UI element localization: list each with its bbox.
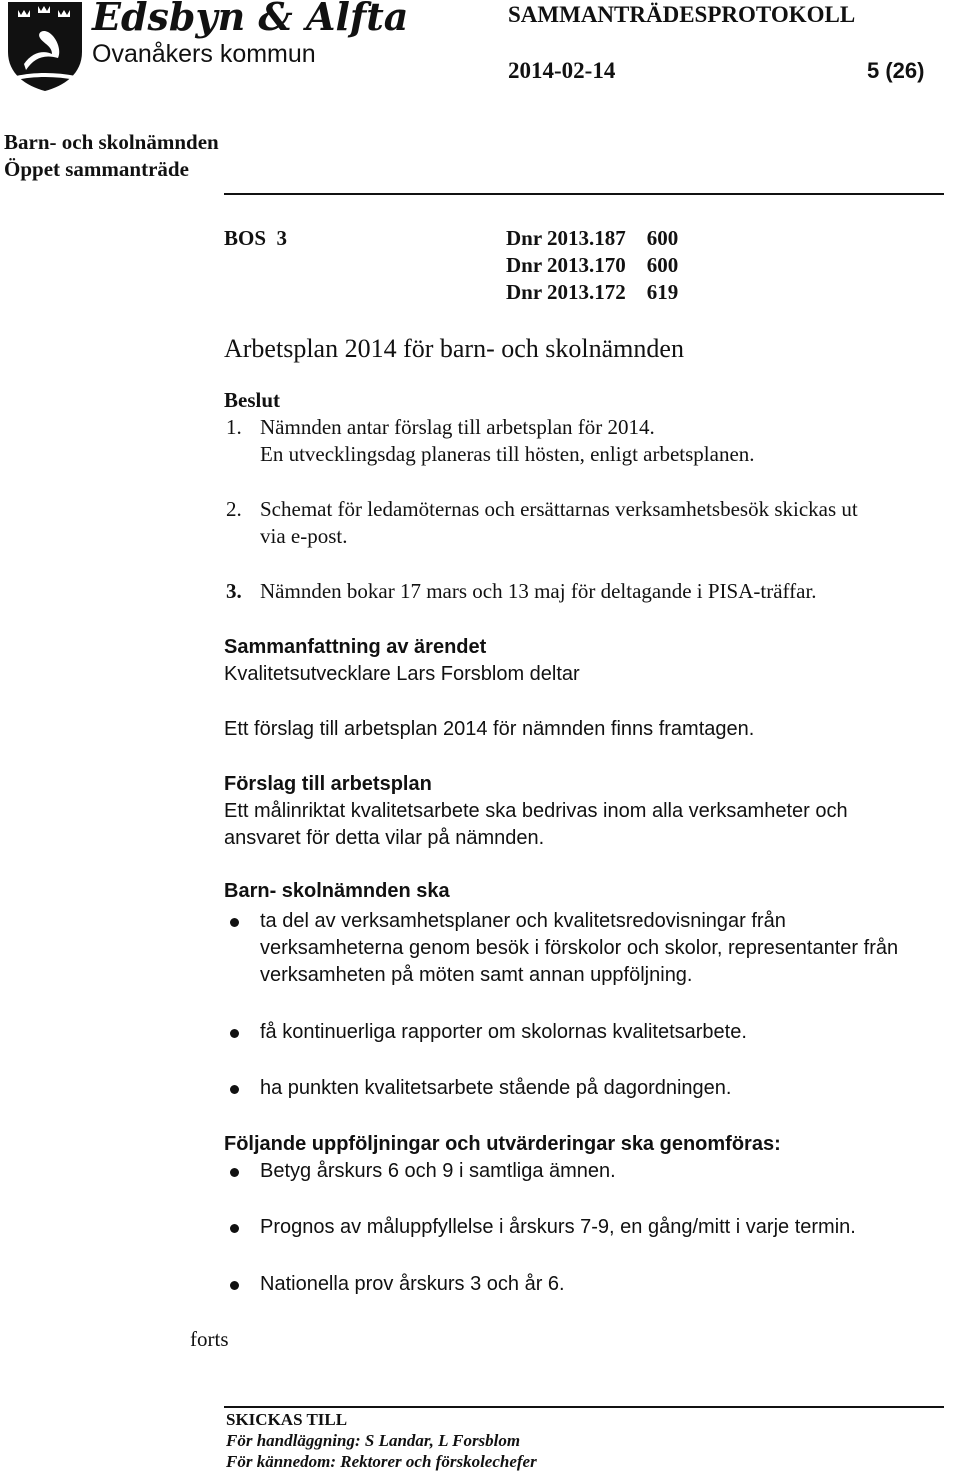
board-task-1-line-3: verksamheten på möten samt annan uppföljning.	[260, 964, 693, 986]
dnr-1: Dnr 2013.187 600	[506, 226, 679, 250]
decision-text-1a: Nämnden antar förslag till arbetsplan för 2014.	[260, 415, 655, 439]
header-divider	[224, 193, 944, 195]
continued-marker: forts	[190, 1327, 229, 1351]
case-id: BOS 3	[224, 226, 288, 250]
decision-text-2a: Schemat för ledamöternas och ersättarnas verksamhetsbesök skickas ut	[260, 497, 858, 521]
logo-name: Edsbyn & Alfta	[92, 0, 409, 39]
bullet-icon	[230, 1029, 239, 1038]
proposal-heading: Förslag till arbetsplan	[224, 773, 432, 795]
dnr-3: Dnr 2013.172 619	[506, 280, 679, 304]
board-tasks-heading: Barn- skolnämnden ska	[224, 880, 450, 902]
bullet-icon	[230, 1224, 239, 1233]
followup-3: Nationella prov årskurs 3 och år 6.	[260, 1273, 565, 1295]
municipality-logo	[4, 0, 88, 92]
swan-crest-icon	[4, 0, 88, 92]
for-information: För kännedom: Rektorer och förskolechefer	[226, 1452, 537, 1471]
send-to-heading: SKICKAS TILL	[226, 1410, 348, 1429]
board-task-2: få kontinuerliga rapporter om skolornas kvalitetsarbete.	[260, 1021, 747, 1043]
summary-heading: Sammanfattning av ärendet	[224, 636, 487, 658]
footer-divider	[224, 1406, 944, 1408]
dnr-2: Dnr 2013.170 600	[506, 253, 679, 277]
board-task-1-line-1: ta del av verksamhetsplaner och kvalitetsredovisningar från	[260, 910, 786, 932]
followups-heading: Följande uppföljningar och utvärderingar ska genomföras:	[224, 1133, 781, 1155]
for-handling: För handläggning: S Landar, L Forsblom	[226, 1431, 521, 1450]
case-title: Arbetsplan 2014 för barn- och skolnämnden	[224, 334, 684, 363]
decision-number-2: 2.	[226, 497, 242, 521]
board-task-3: ha punkten kvalitetsarbete stående på dagordningen.	[260, 1077, 732, 1099]
logo-subtitle: Ovanåkers kommun	[92, 40, 316, 68]
document-type: SAMMANTRÄDESPROTOKOLL	[508, 2, 856, 27]
summary-line-1: Kvalitetsutvecklare Lars Forsblom deltar	[224, 663, 580, 685]
board-task-1-line-2: verksamheterna genom besök i förskolor och skolor, representanter från	[260, 937, 899, 959]
meeting-type: Öppet sammanträde	[4, 157, 189, 181]
followup-1: Betyg årskurs 6 och 9 i samtliga ämnen.	[260, 1160, 616, 1182]
meeting-date: 2014-02-14	[508, 58, 616, 83]
page-number: 5 (26)	[867, 58, 925, 83]
decision-text-1b: En utvecklingsdag planeras till hösten, enligt arbetsplanen.	[260, 442, 755, 466]
decision-number-1: 1.	[226, 415, 242, 439]
committee-name: Barn- och skolnämnden	[4, 130, 219, 154]
decision-text-2b: via e-post.	[260, 524, 348, 548]
proposal-line-1: Ett målinriktat kvalitetsarbete ska bedrivas inom alla verksamheter och	[224, 800, 848, 822]
decision-text-3: Nämnden bokar 17 mars och 13 maj för deltagande i PISA-träffar.	[260, 579, 817, 603]
summary-line-2: Ett förslag till arbetsplan 2014 för nämnden finns framtagen.	[224, 718, 755, 740]
bullet-icon	[230, 1168, 239, 1177]
bullet-icon	[230, 918, 239, 927]
proposal-line-2: ansvaret för detta vilar på nämnden.	[224, 827, 545, 849]
followup-2: Prognos av måluppfyllelse i årskurs 7-9, en gång/mitt i varje termin.	[260, 1216, 856, 1238]
bullet-icon	[230, 1085, 239, 1094]
decision-heading: Beslut	[224, 388, 281, 412]
decision-number-3: 3.	[226, 579, 242, 603]
bullet-icon	[230, 1281, 239, 1290]
